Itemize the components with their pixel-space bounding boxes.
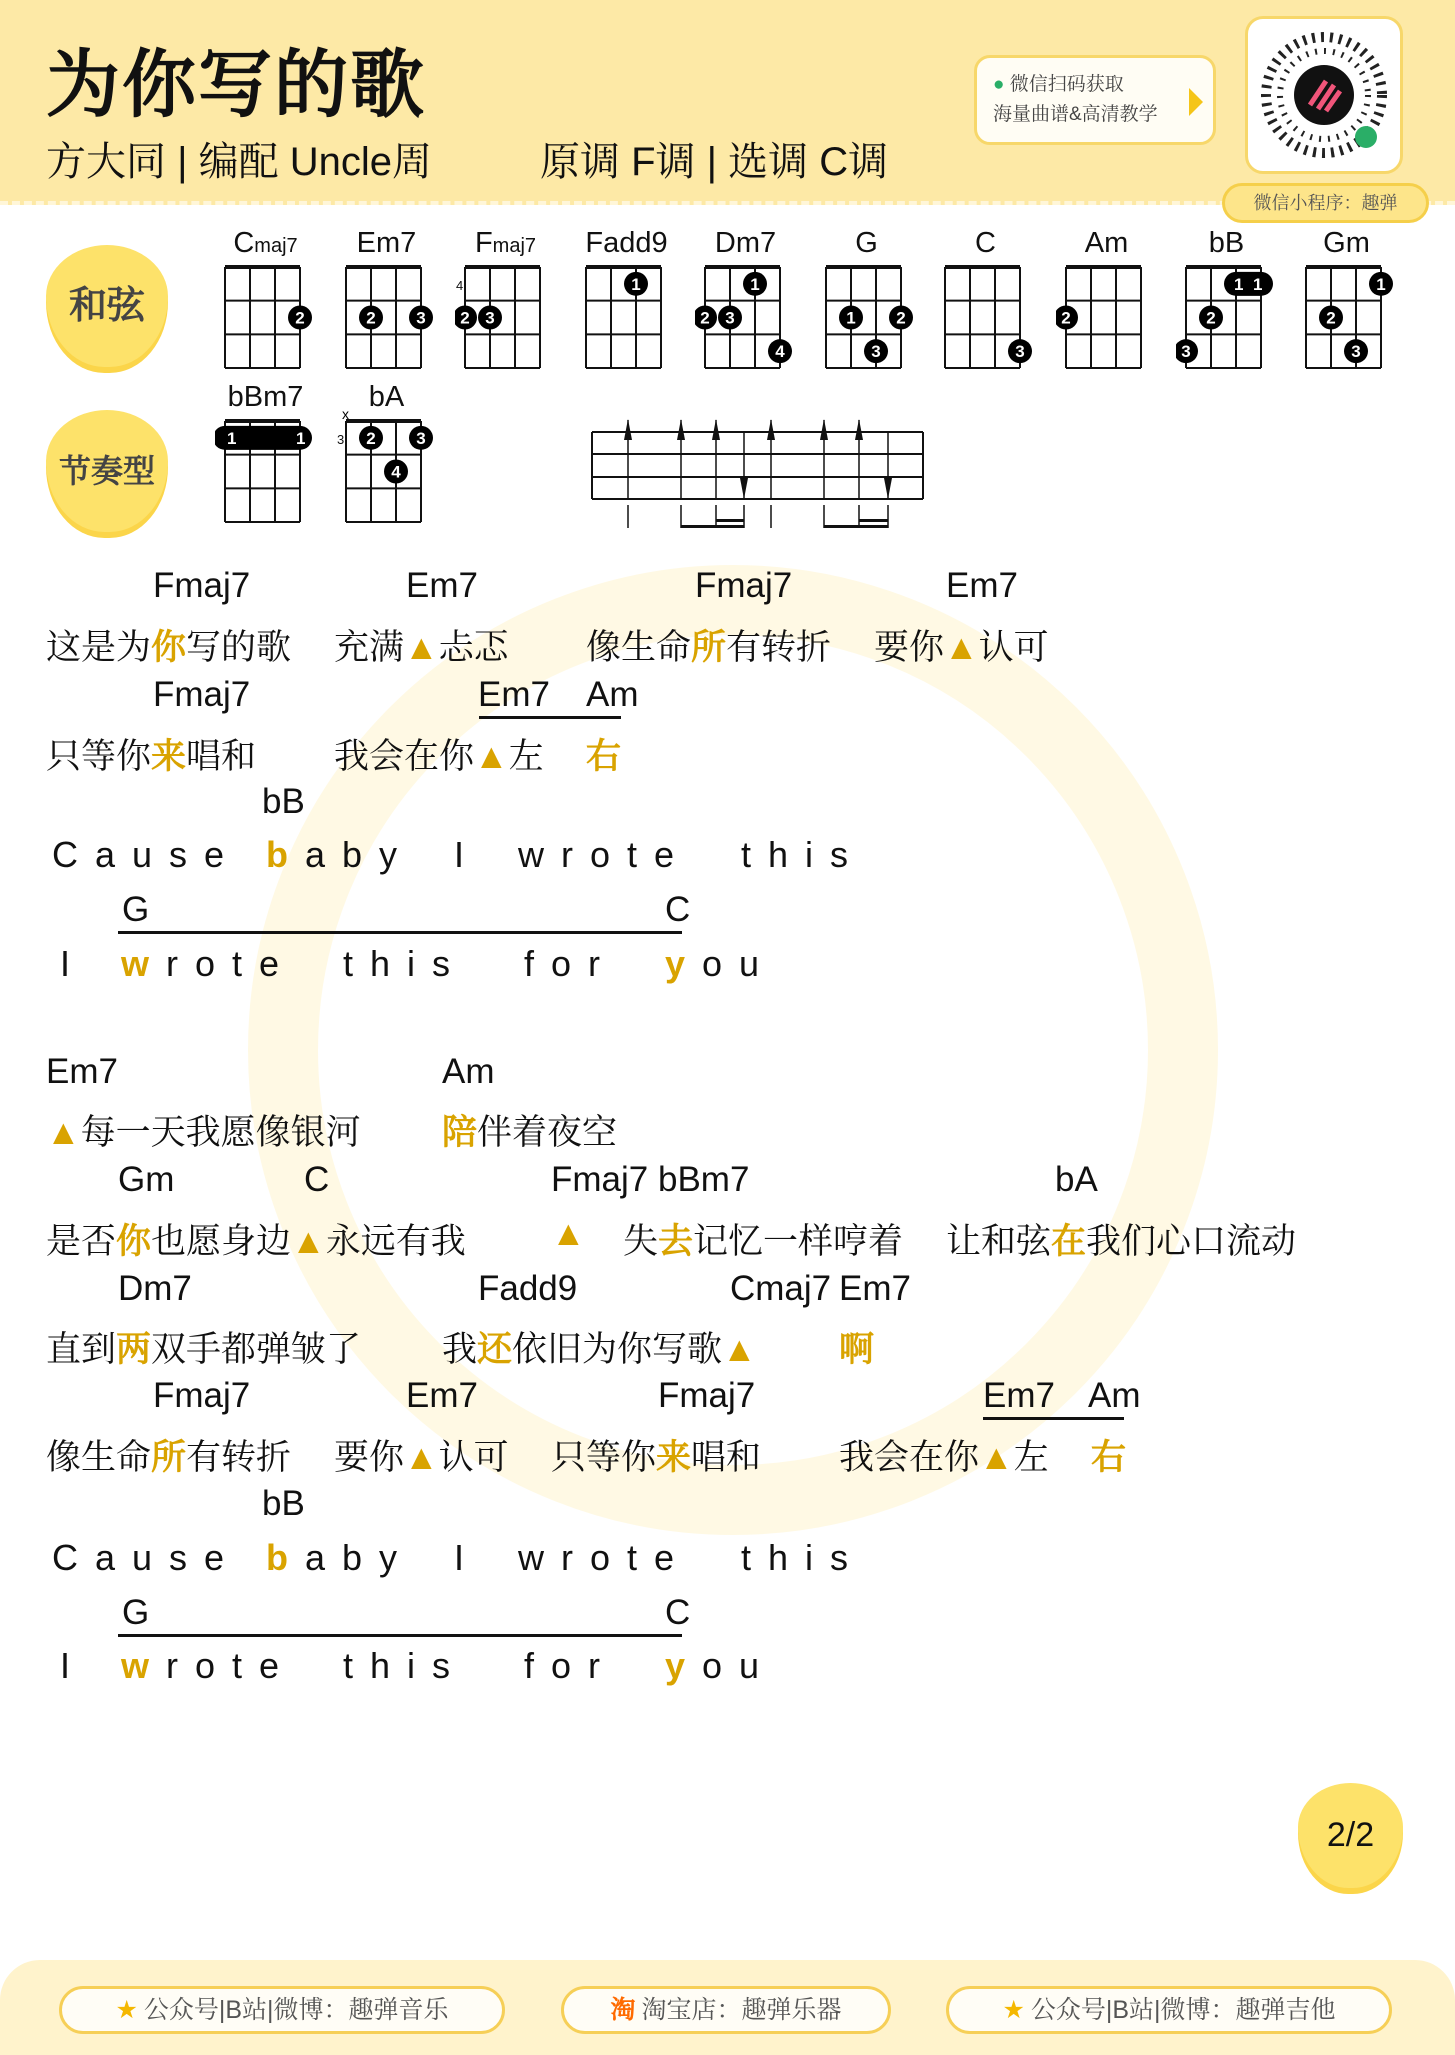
- lyric-text: 唱和: [186, 737, 257, 776]
- lyric-text: ou: [702, 1645, 777, 1686]
- up-arrow-icon: [820, 419, 828, 440]
- star-icon: ★: [1002, 1996, 1025, 2024]
- accent-text: 在: [1051, 1222, 1087, 1261]
- lyric-segment: [442, 1105, 617, 1155]
- lyric-text: wrote: [518, 834, 692, 875]
- lyric-segment: [46, 620, 291, 670]
- finger-number: 2: [366, 308, 376, 328]
- star-icon: ★: [115, 1996, 138, 2024]
- finger-number: 2: [460, 308, 470, 328]
- lyric-text: 永远有我: [325, 1222, 466, 1261]
- chord-diagram-bA: [336, 381, 436, 537]
- lyric-segment: [551, 1430, 761, 1480]
- lyric-segment: [839, 1322, 874, 1372]
- barre-finger-label: 1: [1234, 274, 1244, 294]
- chord-symbol: G: [122, 1593, 150, 1632]
- chord-symbol: Fmaj7: [153, 675, 251, 714]
- key-info: 原调 F调 | 选调 C调: [540, 140, 889, 184]
- english-lyric-word: [518, 1537, 691, 1579]
- english-lyric-word: [52, 1537, 241, 1579]
- lyric-text: 记忆一样哼着: [693, 1222, 904, 1261]
- start-fret-label: 3: [337, 431, 345, 447]
- english-lyric-word: [60, 1645, 87, 1687]
- chord-diagram-Am: [1056, 227, 1156, 383]
- song-title: 为你写的歌: [46, 43, 426, 126]
- chord-symbol: Em7: [983, 1376, 1055, 1415]
- chord-diagram-bB: [1176, 227, 1276, 383]
- chord-symbol: C: [665, 890, 691, 929]
- accent-text: ▲: [404, 1438, 439, 1477]
- chord-symbol: Fmaj7: [658, 1376, 756, 1415]
- lyric-text: for: [524, 1645, 618, 1686]
- rhythm-section-label: 节奏型: [46, 410, 168, 532]
- chord-symbol: Em7: [478, 675, 550, 714]
- finger-number: 3: [416, 428, 426, 448]
- lyric-text: 我会在你: [334, 737, 475, 776]
- lyric-text: 左: [1013, 1438, 1049, 1477]
- lyric-segment: [46, 729, 256, 779]
- accent-text: 来: [656, 1438, 692, 1477]
- accent-text: w: [121, 943, 167, 984]
- lyric-text: 要你: [874, 628, 945, 667]
- chord-symbol: C: [304, 1160, 330, 1199]
- lyric-text: I: [454, 1537, 482, 1578]
- accent-text: ▲: [551, 1214, 586, 1253]
- finger-number: 2: [1206, 308, 1216, 328]
- chord-name: Gm: [1323, 227, 1370, 259]
- chord-grid: [816, 253, 916, 383]
- chord-grid: [1056, 253, 1156, 383]
- chord-name: Cmaj7: [233, 227, 298, 259]
- accent-text: 右: [586, 737, 622, 776]
- chord-grid: [455, 253, 555, 383]
- rhythm-pattern: [585, 412, 930, 537]
- finger-number: 3: [1015, 342, 1025, 362]
- beam: [716, 519, 744, 522]
- footer-link-taobao[interactable]: [561, 1986, 891, 2034]
- accent-text: b: [266, 834, 305, 875]
- lyric-text: wrote: [518, 1537, 692, 1578]
- english-lyric-word: [665, 943, 776, 985]
- lyric-segment: [586, 620, 831, 670]
- chord-grid: [1296, 253, 1396, 383]
- accent-text: ▲: [404, 628, 439, 667]
- english-lyric-word: [665, 1645, 776, 1687]
- up-arrow-icon: [712, 419, 720, 440]
- taobao-icon: 淘: [610, 1996, 636, 2024]
- lyric-text: aby: [305, 1537, 415, 1578]
- lyric-text: this: [343, 943, 468, 984]
- chord-name: Fadd9: [585, 227, 668, 259]
- muted-string-icon: x: [342, 407, 349, 422]
- english-lyric-word: [121, 1645, 296, 1687]
- lyric-text: I: [60, 1645, 88, 1686]
- english-lyric-word: [454, 834, 481, 876]
- chord-symbol: Am: [586, 675, 639, 714]
- lyric-text: 我们心口流动: [1086, 1222, 1297, 1261]
- english-lyric-word: [518, 834, 691, 876]
- lyric-text: 写的歌: [186, 628, 292, 667]
- lyric-text: 失: [623, 1222, 659, 1261]
- nut: [225, 265, 300, 269]
- lyric-text: 我会在你: [839, 1438, 980, 1477]
- chord-grid: [215, 253, 315, 383]
- nut: [465, 265, 540, 269]
- chord-grid: [215, 407, 315, 537]
- lyric-text: 这是为: [46, 628, 152, 667]
- lyric-text: 是否: [46, 1222, 117, 1261]
- lyric-text: this: [343, 1645, 468, 1686]
- accent-text: 去: [658, 1222, 694, 1261]
- english-lyric-word: [524, 943, 617, 985]
- chord-underline: [118, 931, 682, 934]
- lyric-text: Cause: [52, 834, 242, 875]
- chord-name: Em7: [356, 227, 417, 259]
- up-arrow-icon: [624, 419, 632, 440]
- accent-text: ▲: [979, 1438, 1014, 1477]
- lyric-text: 直到: [46, 1330, 117, 1369]
- accent-text: w: [121, 1645, 167, 1686]
- chord-symbol: Gm: [118, 1160, 175, 1199]
- beam: [824, 525, 888, 528]
- lyric-text: 依旧为你写歌: [512, 1330, 723, 1369]
- lyric-segment: [46, 1105, 361, 1155]
- lyric-text: rote: [166, 1645, 297, 1686]
- lyric-text: 让和弦: [946, 1222, 1052, 1261]
- start-fret-label: 4: [456, 277, 464, 293]
- up-arrow-icon: [855, 419, 863, 440]
- up-arrow-icon: [767, 419, 775, 440]
- lyric-text: 有转折: [186, 1438, 292, 1477]
- nut: [1066, 265, 1141, 269]
- lyric-text: aby: [305, 834, 415, 875]
- accent-text: ▲: [46, 1113, 81, 1152]
- chord-grid: [695, 253, 795, 383]
- lyric-text: 要你: [334, 1438, 405, 1477]
- footer-link-guitar[interactable]: [946, 1986, 1392, 2034]
- chord-diagram-Fadd9: [576, 227, 676, 383]
- lyric-text: 每一天我愿像银河: [80, 1113, 361, 1152]
- page-number-badge: 2/2: [1298, 1783, 1403, 1888]
- lyric-text: I: [454, 834, 482, 875]
- lyric-segment: [46, 1214, 466, 1264]
- lyric-text: 认可: [438, 1438, 509, 1477]
- finger-number: 1: [631, 274, 641, 294]
- lyric-segment: [946, 1214, 1296, 1264]
- chord-diagram-Em7: [336, 227, 436, 383]
- chord-symbol: Dm7: [118, 1269, 192, 1308]
- lyric-segment: [334, 1430, 509, 1480]
- english-lyric-word: [343, 1645, 467, 1687]
- finger-number: 4: [391, 462, 401, 482]
- chord-grid: [935, 253, 1035, 383]
- footer-right-text: 公众号|B站|微博：趣弹吉他: [1030, 1996, 1336, 2024]
- english-lyric-word: [454, 1537, 481, 1579]
- finger-number: 3: [1181, 342, 1191, 362]
- chord-symbol: Em7: [406, 1376, 478, 1415]
- accent-text: 你: [151, 628, 187, 667]
- chord-name: bA: [368, 381, 405, 413]
- english-lyric-word: [741, 834, 865, 876]
- nut: [705, 265, 780, 269]
- lyric-text: 认可: [978, 628, 1049, 667]
- lyric-segment: [839, 1430, 1049, 1480]
- lyric-text: rote: [166, 943, 297, 984]
- chord-underline: [118, 1634, 682, 1637]
- nut: [586, 265, 661, 269]
- finger-number: 2: [1326, 308, 1336, 328]
- chord-grid: [576, 253, 676, 383]
- barre: [1224, 272, 1273, 296]
- footer-middle-text: 淘宝店：趣弹乐器: [641, 1996, 842, 2024]
- finger-number: 2: [896, 308, 906, 328]
- qr-code-icon: [1248, 19, 1400, 171]
- accent-text: y: [665, 943, 703, 984]
- lyric-text: 像生命: [46, 1438, 152, 1477]
- nut: [945, 265, 1020, 269]
- chord-diagram-Dm7: [695, 227, 795, 383]
- lyric-segment: [46, 1322, 361, 1372]
- accent-text: 所: [691, 628, 727, 667]
- nut: [1306, 265, 1381, 269]
- english-lyric-word: [52, 834, 241, 876]
- finger-number: 2: [295, 308, 305, 328]
- chord-symbol: Em7: [406, 566, 478, 605]
- lyric-segment: [46, 1430, 291, 1480]
- finger-number: 1: [1376, 274, 1386, 294]
- finger-number: 3: [485, 308, 495, 328]
- accent-text: 还: [477, 1330, 513, 1369]
- chord-name: bB: [1208, 227, 1245, 259]
- accent-text: ▲: [944, 628, 979, 667]
- english-lyric-word: [121, 943, 296, 985]
- lyric-text: 只等你: [551, 1438, 657, 1477]
- english-lyric-word: [60, 943, 87, 985]
- chord-underline: [479, 716, 621, 719]
- lyric-segment: [586, 729, 621, 779]
- chord-symbol: Em7: [839, 1269, 911, 1308]
- lyric-text: I: [60, 943, 88, 984]
- wechat-line-2: 海量曲谱&高清教学: [993, 104, 1158, 125]
- chord-symbol: bB: [262, 1484, 305, 1523]
- down-arrow-icon: [884, 478, 892, 499]
- lyric-text: 像生命: [586, 628, 692, 667]
- chord-symbol: bBm7: [658, 1160, 750, 1199]
- chord-symbol: Cmaj7: [730, 1269, 832, 1308]
- chord-diagram-Fmaj7: [455, 227, 555, 383]
- wechat-scan-banner[interactable]: [974, 55, 1216, 145]
- lyric-text: 也愿身边: [151, 1222, 292, 1261]
- lyric-segment: [334, 729, 544, 779]
- accent-text: 右: [1091, 1438, 1127, 1477]
- barre-finger-label: 1: [227, 428, 237, 448]
- lyric-text: 忐忑: [438, 628, 509, 667]
- chord-symbol: Am: [1088, 1376, 1141, 1415]
- chord-grid: [1176, 253, 1276, 383]
- chord-symbol: bB: [262, 782, 305, 821]
- chord-name: C: [975, 227, 996, 259]
- barre-finger-label: 1: [296, 428, 306, 448]
- up-arrow-icon: [677, 419, 685, 440]
- footer-link-music[interactable]: [59, 1986, 505, 2034]
- chord-diagram-bBm7: [215, 381, 315, 537]
- accent-text: 所: [151, 1438, 187, 1477]
- accent-text: b: [266, 1537, 305, 1578]
- lyric-text: 我: [442, 1330, 478, 1369]
- nut: [346, 265, 421, 269]
- chord-name: Dm7: [714, 227, 777, 259]
- accent-text: y: [665, 1645, 703, 1686]
- footer-left-text: 公众号|B站|微博：趣弹音乐: [143, 1996, 449, 2024]
- chord-name: G: [855, 227, 878, 259]
- accent-text: 陪: [442, 1113, 478, 1152]
- lyric-text: 有转折: [726, 628, 832, 667]
- chord-symbol: Fadd9: [478, 1269, 578, 1308]
- finger-number: 4: [775, 342, 785, 362]
- chord-symbol: C: [665, 1593, 691, 1632]
- chord-symbol: Fmaj7: [153, 1376, 251, 1415]
- lyric-segment: [551, 1214, 586, 1254]
- nut: [826, 265, 901, 269]
- accent-text: ▲: [474, 737, 509, 776]
- english-lyric-word: [741, 1537, 865, 1579]
- lyric-text: 伴着夜空: [477, 1113, 618, 1152]
- chord-name: Am: [1084, 227, 1129, 259]
- chord-symbol: bA: [1055, 1160, 1098, 1199]
- nut: [1186, 265, 1261, 269]
- lyric-text: 双手都弹皱了: [151, 1330, 362, 1369]
- lyric-text: Cause: [52, 1537, 242, 1578]
- lyric-text: ou: [702, 943, 777, 984]
- finger-number: 1: [846, 308, 856, 328]
- accent-text: 来: [151, 737, 187, 776]
- english-lyric-word: [266, 1537, 414, 1579]
- wechat-icon: ●: [993, 74, 1005, 95]
- chord-name: bBm7: [227, 381, 304, 413]
- nut: [225, 419, 300, 423]
- finger-number: 3: [1351, 342, 1361, 362]
- accent-text: 两: [116, 1330, 152, 1369]
- chevron-right-icon: [1189, 88, 1203, 116]
- chord-underline: [983, 1417, 1124, 1420]
- barre-finger-label: 1: [1253, 274, 1263, 294]
- finger-number: 2: [700, 308, 710, 328]
- lyric-text: 充满: [334, 628, 405, 667]
- finger-number: 2: [1061, 308, 1071, 328]
- wechat-line-1: 微信扫码获取: [1009, 74, 1124, 95]
- chord-diagram-G: [816, 227, 916, 383]
- down-arrow-icon: [740, 478, 748, 499]
- chords-section-label: 和弦: [46, 245, 168, 367]
- chord-diagram-Gm: [1296, 227, 1396, 383]
- lyric-text: for: [524, 943, 618, 984]
- nut: [346, 419, 421, 423]
- finger-number: 2: [366, 428, 376, 448]
- lyric-text: 左: [508, 737, 544, 776]
- finger-number: 3: [871, 342, 881, 362]
- chord-grid: [336, 253, 436, 383]
- chord-symbol: Em7: [46, 1052, 118, 1091]
- accent-text: ▲: [291, 1222, 326, 1261]
- lyric-segment: [623, 1214, 903, 1264]
- chord-diagram-Cmaj7: [215, 227, 315, 383]
- accent-text: 你: [116, 1222, 152, 1261]
- english-lyric-word: [266, 834, 414, 876]
- lyric-text: this: [741, 1537, 866, 1578]
- beam: [681, 525, 744, 528]
- chord-symbol: Fmaj7: [153, 566, 251, 605]
- qr-code[interactable]: [1245, 16, 1403, 174]
- lyric-text: 只等你: [46, 737, 152, 776]
- english-lyric-word: [524, 1645, 617, 1687]
- chord-symbol: Fmaj7: [695, 566, 793, 605]
- chord-symbol: Am: [442, 1052, 495, 1091]
- finger-number: 3: [725, 308, 735, 328]
- chord-diagram-C: [935, 227, 1035, 383]
- lyric-segment: [334, 620, 509, 670]
- accent-text: ▲: [722, 1330, 757, 1369]
- lyric-segment: [1091, 1430, 1126, 1480]
- finger-number: 1: [750, 274, 760, 294]
- accent-text: 啊: [839, 1330, 875, 1369]
- mini-program-label: 微信小程序：趣弹: [1222, 183, 1429, 223]
- beam: [859, 519, 888, 522]
- chord-symbol: Fmaj7: [551, 1160, 649, 1199]
- chord-symbol: G: [122, 890, 150, 929]
- chord-grid: [336, 407, 436, 537]
- chord-name: Fmaj7: [474, 227, 537, 259]
- chord-symbol: Em7: [946, 566, 1018, 605]
- finger-number: 3: [416, 308, 426, 328]
- artist-arranger: 方大同 | 编配 Uncle周: [46, 140, 432, 184]
- lyric-text: this: [741, 834, 866, 875]
- lyric-segment: [874, 620, 1049, 670]
- english-lyric-word: [343, 943, 467, 985]
- lyric-segment: [442, 1322, 757, 1372]
- lyric-text: 唱和: [691, 1438, 762, 1477]
